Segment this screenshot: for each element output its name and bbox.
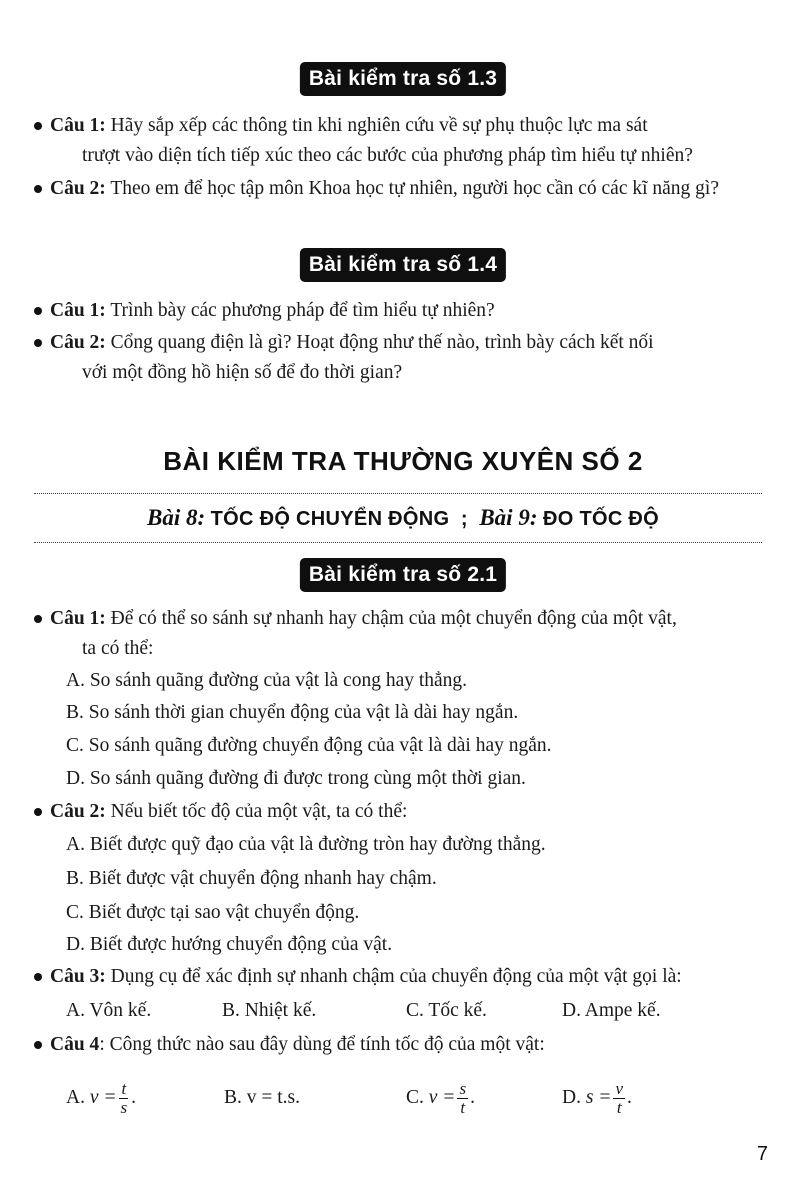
test-2-1-title: Bài kiểm tra số 2.1 <box>300 558 506 592</box>
test-2-1-question-4: Câu 4: Công thức nào sau đây dùng để tính tốc độ của một vật: <box>34 1030 762 1060</box>
bullet-icon <box>34 973 42 981</box>
page-number: 7 <box>756 1143 768 1165</box>
q4-options <box>66 1068 766 1128</box>
test-2-1-question-1: Câu 1: Để có thể so sánh sự nhanh hay chậm của một chuyển động của một vật, ta có thể: <box>34 604 762 664</box>
q2-option-d: D. Biết được hướng chuyển động của vật. <box>66 934 393 955</box>
test-1-4-title: Bài kiểm tra số 1.4 <box>300 248 506 282</box>
lesson-heading: Bài 8: TỐC ĐỘ CHUYỂN ĐỘNG ; Bài 9: ĐO TỐC ĐỘ <box>146 505 660 530</box>
q4-option-d: D. s = $\frac{v}{t}$ . <box>562 1078 632 1117</box>
bullet-icon <box>34 307 42 315</box>
divider-bottom <box>34 542 762 543</box>
q3-option-b: B. Nhiệt kế. <box>222 1000 317 1021</box>
q4-option-b: B. v = t.s. <box>224 1087 301 1108</box>
test-1-3-question-2: Câu 2: Theo em để học tập môn Khoa học tự nhiên, người học cần có các kĩ năng gì? <box>34 174 762 204</box>
q4-option-c: C. v = $\frac{s}{t}$ . <box>406 1078 475 1117</box>
q1-option-a: A. So sánh quãng đường của vật là cong hay thẳng. <box>66 670 468 691</box>
section-title: BÀI KIỂM TRA THƯỜNG XUYÊN SỐ 2 <box>163 446 643 476</box>
q3-option-d: D. Ampe kế. <box>562 1000 661 1021</box>
bullet-icon <box>34 808 42 816</box>
bullet-icon <box>34 615 42 623</box>
bullet-icon <box>34 185 42 193</box>
fraction: $\frac{s}{t}$ <box>459 1078 467 1117</box>
test-1-4-question-1: Câu 1: Trình bày các phương pháp để tìm hiểu tự nhiên? <box>34 296 762 326</box>
q2-option-c: C. Biết được tại sao vật chuyển động. <box>66 902 360 923</box>
bullet-icon <box>34 122 42 130</box>
test-1-3-question-1: Câu 1: Hãy sắp xếp các thông tin khi nghiên cứu về sự phụ thuộc lực ma sát trượt vào diện tích tiếp xúc theo các bước của phương pháp tìm hiểu tự nhiên? <box>34 111 762 171</box>
bullet-icon <box>34 1041 42 1049</box>
q3-option-c: C. Tốc kế. <box>406 1000 487 1021</box>
test-2-1-question-3: Câu 3: Dụng cụ để xác định sự nhanh chậm của chuyển động của một vật gọi là: <box>34 962 762 992</box>
divider-top <box>34 493 762 494</box>
q3-option-a: A. Vôn kế. <box>66 1000 152 1021</box>
q1-option-c: C. So sánh quãng đường chuyển động của vật là dài hay ngắn. <box>66 735 552 756</box>
test-1-3-title: Bài kiểm tra số 1.3 <box>300 62 506 96</box>
q1-option-d: D. So sánh quãng đường đi được trong cùng một thời gian. <box>66 768 526 789</box>
q2-option-a: A. Biết được quỹ đạo của vật là đường tròn hay đường thẳng. <box>66 834 546 855</box>
test-1-4-question-2: Câu 2: Cổng quang điện là gì? Hoạt động như thế nào, trình bày cách kết nối với một đồng hồ hiện số để đo thời gian? <box>34 328 762 388</box>
test-2-1-question-2: Câu 2: Nếu biết tốc độ của một vật, ta có thể: <box>34 797 762 827</box>
q1-option-b: B. So sánh thời gian chuyển động của vật là dài hay ngắn. <box>66 702 519 723</box>
fraction: $\frac{v}{t}$ <box>615 1078 624 1117</box>
q4-option-a: A. v = $\frac{t}{s}$ . <box>66 1078 137 1117</box>
bullet-icon <box>34 339 42 347</box>
fraction: $\frac{t}{s}$ <box>120 1078 128 1117</box>
q2-option-b: B. Biết được vật chuyển động nhanh hay chậm. <box>66 868 437 889</box>
